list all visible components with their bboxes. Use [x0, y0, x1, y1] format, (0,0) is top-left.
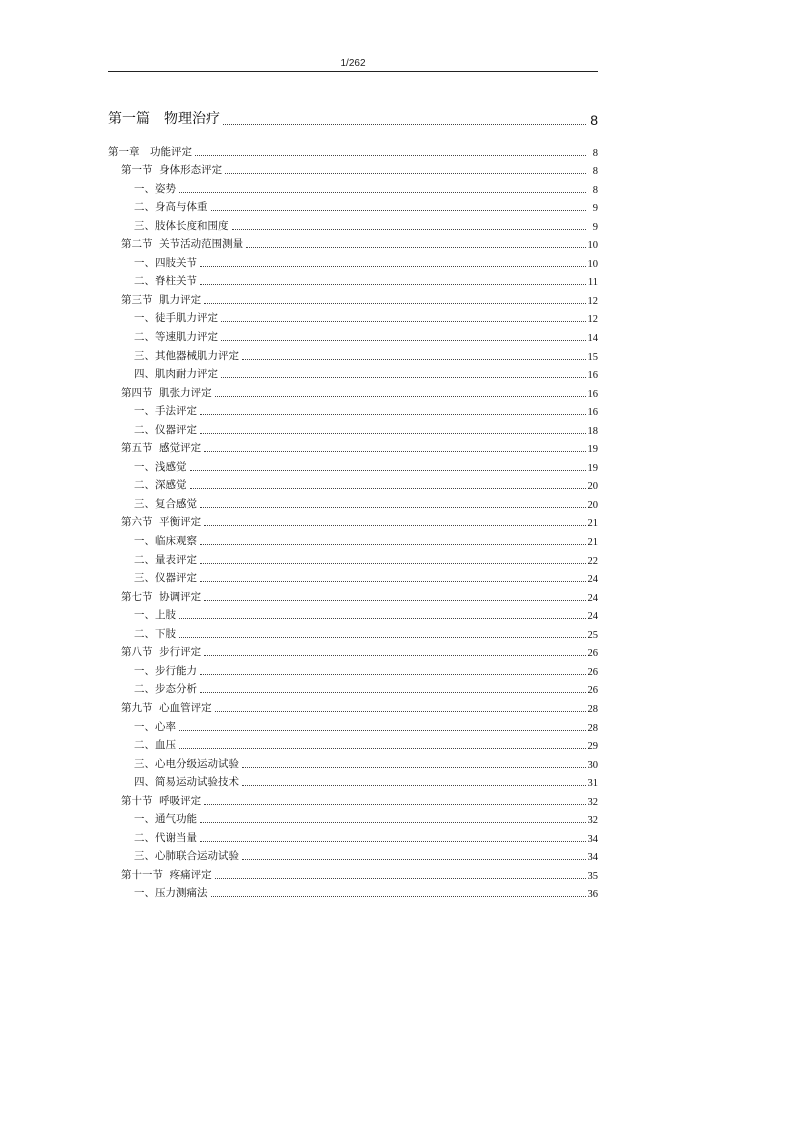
toc-leader-dots — [242, 359, 586, 360]
toc-entries — [108, 140, 598, 900]
toc-subsection-entry[interactable] — [108, 492, 598, 511]
toc-leader-dots — [215, 711, 586, 712]
toc-entry-page: 20 — [587, 481, 598, 493]
toc-leader-dots — [200, 692, 586, 693]
toc-entry-page: 12 — [587, 314, 598, 326]
toc-subsection-entry[interactable] — [108, 214, 598, 233]
toc-entry-page: 24 — [587, 592, 598, 604]
toc-entry-title: 一、四肢关节 — [134, 256, 197, 269]
toc-leader-dots — [211, 210, 587, 211]
toc-section-entry[interactable] — [108, 789, 598, 808]
toc-section-entry[interactable] — [108, 641, 598, 660]
toc-subsection-entry[interactable] — [108, 307, 598, 326]
toc-entry-title: 第十节 呼吸评定 — [121, 794, 202, 807]
toc-leader-dots — [179, 192, 586, 193]
toc-leader-dots — [200, 433, 586, 434]
toc-entry-page: 29 — [587, 741, 598, 753]
toc-subsection-entry[interactable] — [108, 418, 598, 437]
toc-entry-title: 二、脊柱关节 — [134, 275, 197, 288]
toc-section-entry[interactable] — [108, 233, 598, 252]
page-indicator: 1/262 — [340, 58, 366, 69]
toc-entry-page: 26 — [587, 648, 598, 660]
toc-entry-page: 18 — [587, 425, 598, 437]
toc-entry-page: 8 — [592, 147, 598, 159]
toc-entry-page: 26 — [587, 685, 598, 697]
toc-leader-dots — [200, 822, 586, 823]
toc-subsection-entry[interactable] — [108, 882, 598, 901]
toc-leader-dots — [242, 859, 586, 860]
toc-section-entry[interactable] — [108, 288, 598, 307]
toc-entry-page: 8 — [592, 166, 598, 178]
toc-entry-title: 第六节 平衡评定 — [121, 516, 202, 529]
toc-subsection-entry[interactable] — [108, 567, 598, 586]
toc-subsection-entry[interactable] — [108, 177, 598, 196]
toc-leader-dots — [200, 841, 586, 842]
toc-subsection-entry[interactable] — [108, 659, 598, 678]
toc-entry-page: 28 — [587, 722, 598, 734]
toc-entry-title: 第四节 肌张力评定 — [121, 386, 212, 399]
toc-entry-title: 一、徒手肌力评定 — [134, 312, 218, 325]
toc-leader-dots — [204, 303, 585, 304]
toc-leader-dots — [215, 878, 586, 879]
toc-entry-page: 8 — [592, 184, 598, 196]
toc-entry-title: 一、压力测痛法 — [134, 887, 208, 900]
toc-entry-page: 30 — [587, 759, 598, 771]
toc-subsection-entry[interactable] — [108, 622, 598, 641]
toc-leader-dots — [200, 266, 586, 267]
toc-entry-page: 10 — [587, 240, 598, 252]
toc-section-entry[interactable] — [108, 863, 598, 882]
toc-leader-dots — [195, 155, 586, 156]
toc-leader-dots — [242, 785, 586, 786]
toc-subsection-entry[interactable] — [108, 455, 598, 474]
toc-entry-page: 26 — [587, 666, 598, 678]
toc-entry-page: 15 — [587, 351, 598, 363]
toc-leader-dots — [204, 655, 585, 656]
toc-entry-page: 16 — [587, 388, 598, 400]
toc-leader-dots — [200, 284, 586, 285]
toc-entry-title: 第三节 肌力评定 — [121, 293, 202, 306]
toc-subsection-entry[interactable] — [108, 845, 598, 864]
toc-subsection-entry[interactable] — [108, 678, 598, 697]
toc-subsection-entry[interactable] — [108, 771, 598, 790]
toc-entry-title: 一、上肢 — [134, 609, 176, 622]
toc-leader-dots — [223, 124, 586, 125]
toc-subsection-entry[interactable] — [108, 251, 598, 270]
toc-entry-page: 34 — [587, 852, 598, 864]
toc-subsection-entry[interactable] — [108, 363, 598, 382]
toc-subsection-entry[interactable] — [108, 826, 598, 845]
toc-entry-title: 第八节 步行评定 — [121, 646, 202, 659]
toc-entry-title: 二、血压 — [134, 739, 176, 752]
toc-leader-dots — [211, 896, 586, 897]
toc-subsection-entry[interactable] — [108, 734, 598, 753]
toc-entry-title: 二、身高与体重 — [134, 201, 208, 214]
toc-entry-title: 二、代谢当量 — [134, 831, 197, 844]
toc-leader-dots — [179, 730, 586, 731]
toc-entry-page: 11 — [587, 277, 598, 289]
toc-entry-page: 28 — [587, 703, 598, 715]
toc-subsection-entry[interactable] — [108, 400, 598, 419]
toc-entry-title: 二、量表评定 — [134, 553, 197, 566]
toc-subsection-entry[interactable] — [108, 548, 598, 567]
toc-entry-page: 16 — [587, 370, 598, 382]
toc-section-entry[interactable] — [108, 381, 598, 400]
toc-entry-title: 二、深感觉 — [134, 479, 187, 492]
toc-entry-page: 10 — [587, 258, 598, 270]
toc-entry-page: 36 — [587, 889, 598, 901]
toc-entry-title: 三、其他器械肌力评定 — [134, 349, 239, 362]
toc-leader-dots — [246, 247, 585, 248]
toc-entry-title: 三、肢体长度和围度 — [134, 219, 229, 232]
toc-leader-dots — [232, 229, 587, 230]
toc-section-entry[interactable] — [108, 159, 598, 178]
toc-entry-page: 14 — [587, 333, 598, 345]
toc-leader-dots — [204, 451, 585, 452]
toc-entry-title: 四、简易运动试验技术 — [134, 776, 239, 789]
toc-entry-title: 第二节 关节活动范围测量 — [121, 238, 244, 251]
toc-leader-dots — [179, 637, 586, 638]
toc-subsection-entry[interactable] — [108, 715, 598, 734]
toc-part-page: 8 — [590, 112, 598, 128]
toc-leader-dots — [200, 507, 586, 508]
toc-subsection-entry[interactable] — [108, 325, 598, 344]
toc-leader-dots — [204, 525, 585, 526]
toc-entry-page: 20 — [587, 499, 598, 511]
table-of-contents — [108, 108, 598, 900]
toc-leader-dots — [204, 600, 585, 601]
toc-entry-page: 32 — [587, 815, 598, 827]
toc-entry-page: 21 — [587, 537, 598, 549]
toc-entry-title: 第一节 身体形态评定 — [121, 164, 223, 177]
toc-entry-page: 24 — [587, 574, 598, 586]
toc-entry-title: 二、下肢 — [134, 627, 176, 640]
toc-section-entry[interactable] — [108, 511, 598, 530]
toc-section-entry[interactable] — [108, 696, 598, 715]
toc-leader-dots — [200, 414, 586, 415]
toc-leader-dots — [221, 321, 586, 322]
toc-entry-title: 一、步行能力 — [134, 664, 197, 677]
toc-entry-page: 16 — [587, 407, 598, 419]
toc-entry-title: 二、步态分析 — [134, 683, 197, 696]
toc-entry-page: 19 — [587, 444, 598, 456]
toc-entry-title: 三、心电分级运动试验 — [134, 757, 239, 770]
toc-entry-page: 12 — [587, 295, 598, 307]
toc-entry-page: 9 — [592, 203, 598, 215]
toc-leader-dots — [190, 470, 586, 471]
toc-entry-title: 四、肌肉耐力评定 — [134, 368, 218, 381]
toc-entry-title: 二、仪器评定 — [134, 423, 197, 436]
header-rule — [108, 71, 598, 72]
toc-entry-title: 三、复合感觉 — [134, 497, 197, 510]
toc-leader-dots — [221, 377, 586, 378]
toc-subsection-entry[interactable] — [108, 270, 598, 289]
toc-entry-title: 一、临床观察 — [134, 535, 197, 548]
toc-entry-page: 35 — [587, 870, 598, 882]
toc-entry-title: 一、手法评定 — [134, 405, 197, 418]
toc-section-entry[interactable] — [108, 437, 598, 456]
toc-leader-dots — [200, 581, 586, 582]
toc-entry-title: 第七节 协调评定 — [121, 590, 202, 603]
toc-subsection-entry[interactable] — [108, 529, 598, 548]
toc-subsection-entry[interactable] — [108, 752, 598, 771]
toc-leader-dots — [221, 340, 586, 341]
toc-leader-dots — [200, 563, 586, 564]
toc-entry-page: 22 — [587, 555, 598, 567]
toc-entry-title: 第九节 心血管评定 — [121, 701, 212, 714]
toc-leader-dots — [200, 674, 586, 675]
toc-entry-page: 34 — [587, 833, 598, 845]
toc-entry-title: 第五节 感觉评定 — [121, 442, 202, 455]
toc-entry-title: 一、姿势 — [134, 182, 176, 195]
toc-subsection-entry[interactable] — [108, 604, 598, 623]
toc-subsection-entry[interactable] — [108, 474, 598, 493]
toc-entry-title: 一、浅感觉 — [134, 460, 187, 473]
toc-entry-page: 32 — [587, 796, 598, 808]
toc-entry-title: 三、心肺联合运动试验 — [134, 850, 239, 863]
toc-subsection-entry[interactable] — [108, 344, 598, 363]
toc-chapter-entry[interactable] — [108, 140, 598, 159]
toc-entry-title: 第一章 功能评定 — [108, 145, 192, 158]
toc-entry-page: 9 — [592, 221, 598, 233]
toc-entry-page: 31 — [587, 778, 598, 790]
toc-section-entry[interactable] — [108, 585, 598, 604]
toc-subsection-entry[interactable] — [108, 808, 598, 827]
toc-entry-title: 三、仪器评定 — [134, 572, 197, 585]
toc-entry-page: 24 — [587, 611, 598, 623]
toc-leader-dots — [215, 396, 586, 397]
toc-entry-page: 19 — [587, 462, 598, 474]
toc-part-entry[interactable] — [108, 108, 598, 128]
toc-leader-dots — [179, 748, 586, 749]
toc-entry-page: 21 — [587, 518, 598, 530]
toc-entry-title: 二、等速肌力评定 — [134, 331, 218, 344]
toc-entry-title: 第十一节 疼痛评定 — [121, 868, 212, 881]
toc-leader-dots — [200, 544, 586, 545]
toc-entry-title: 一、心率 — [134, 720, 176, 733]
toc-leader-dots — [204, 804, 585, 805]
toc-subsection-entry[interactable] — [108, 196, 598, 215]
toc-leader-dots — [242, 767, 586, 768]
toc-leader-dots — [190, 488, 586, 489]
toc-leader-dots — [225, 173, 586, 174]
toc-part-title: 第一篇 物理治疗 — [108, 111, 220, 127]
toc-entry-title: 一、通气功能 — [134, 813, 197, 826]
toc-entry-page: 25 — [587, 629, 598, 641]
toc-leader-dots — [179, 618, 586, 619]
